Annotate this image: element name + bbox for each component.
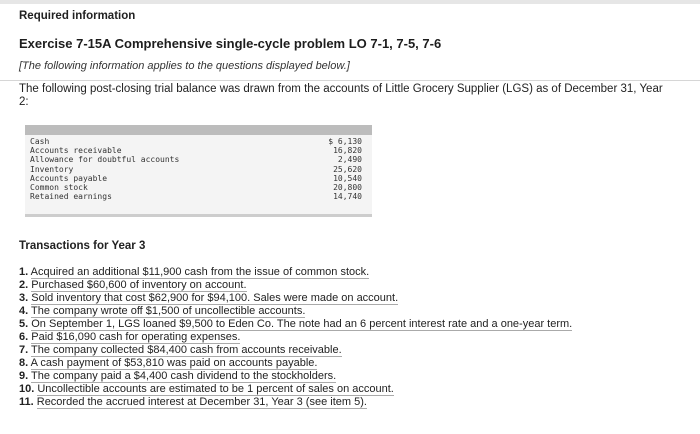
item-number: 1. xyxy=(19,266,29,278)
table-row-account: Retained earnings xyxy=(30,192,112,202)
table-row-amount: $ 6,130 xyxy=(328,137,362,146)
table-row-account: Inventory xyxy=(30,164,74,174)
intro-text: The following post-closing trial balance was drawn from the accounts of Little Grocery Supplier (LGS) as of December 31, Year 2: xyxy=(19,83,663,108)
list-item xyxy=(19,279,679,292)
list-item xyxy=(19,370,679,383)
account-names-column xyxy=(30,137,179,201)
top-rule xyxy=(0,0,700,4)
table-footer-bar xyxy=(25,214,372,217)
list-item xyxy=(19,331,679,344)
transactions-list xyxy=(19,266,679,409)
list-item xyxy=(19,318,679,331)
item-text: The company wrote off $1,500 of uncollectible accounts. xyxy=(31,305,306,317)
list-item xyxy=(19,344,679,357)
item-text: Recorded the accrued interest at December 31, Year 3 (see item 5). xyxy=(36,396,367,408)
table-row-amount: 25,620 xyxy=(333,164,362,174)
list-item xyxy=(19,357,679,370)
item-text: Acquired an additional $11,900 cash from the issue of common stock. xyxy=(30,266,370,278)
trial-balance-table xyxy=(25,125,372,217)
table-header-bar xyxy=(25,125,372,135)
item-number: 6. xyxy=(19,331,29,343)
amounts-column xyxy=(328,137,362,201)
list-item xyxy=(19,383,679,396)
table-row-amount: 2,490 xyxy=(337,155,362,165)
exercise-title: Exercise 7-15A Comprehensive single-cycle problem LO 7-1, 7-5, 7-6 xyxy=(19,36,442,51)
section-heading: Required information xyxy=(19,10,136,22)
item-number: 2. xyxy=(19,279,29,291)
table-row-amount: 10,540 xyxy=(333,173,362,183)
list-item xyxy=(19,305,679,318)
table-row-account: Cash xyxy=(30,137,50,146)
item-number: 5. xyxy=(19,318,29,330)
list-item xyxy=(19,292,679,305)
item-text: The company paid a $4,400 cash dividend to the stockholders. xyxy=(31,370,337,382)
item-number: 11. xyxy=(19,396,34,408)
table-row-account: Common stock xyxy=(30,183,88,193)
item-text: On September 1, LGS loaned $9,500 to Eden Co. The note had an 6 percent interest rate and a one-year term. xyxy=(31,318,573,330)
transactions-heading: Transactions for Year 3 xyxy=(19,240,146,252)
table-row-account: Accounts receivable xyxy=(30,146,122,156)
item-text: The company collected $84,400 cash from accounts receivable. xyxy=(31,344,342,356)
item-number: 7. xyxy=(19,344,29,356)
table-row-amount: 16,820 xyxy=(333,146,362,156)
item-text: Paid $16,090 cash for operating expenses. xyxy=(31,331,241,343)
item-number: 4. xyxy=(19,305,29,317)
list-item xyxy=(19,396,679,409)
table-row-amount: 20,800 xyxy=(333,183,362,193)
item-text: Uncollectible accounts are estimated to be 1 percent of sales on account. xyxy=(37,383,394,395)
table-row-amount: 14,740 xyxy=(333,192,362,202)
table-row-account: Allowance for doubtful accounts xyxy=(30,155,180,165)
item-number: 3. xyxy=(19,292,29,304)
item-text: Sold inventory that cost $62,900 for $94,100. Sales were made on account. xyxy=(31,292,399,304)
info-note: [The following information applies to the questions displayed below.] xyxy=(19,60,350,72)
table-row-account: Accounts payable xyxy=(30,173,108,183)
item-number: 9. xyxy=(19,370,29,382)
item-number: 8. xyxy=(19,357,29,369)
item-text: Purchased $60,600 of inventory on account. xyxy=(31,279,247,291)
item-number: 10. xyxy=(19,383,35,395)
item-text: A cash payment of $53,810 was paid on accounts payable. xyxy=(30,357,318,369)
list-item xyxy=(19,266,679,279)
divider xyxy=(0,80,700,81)
